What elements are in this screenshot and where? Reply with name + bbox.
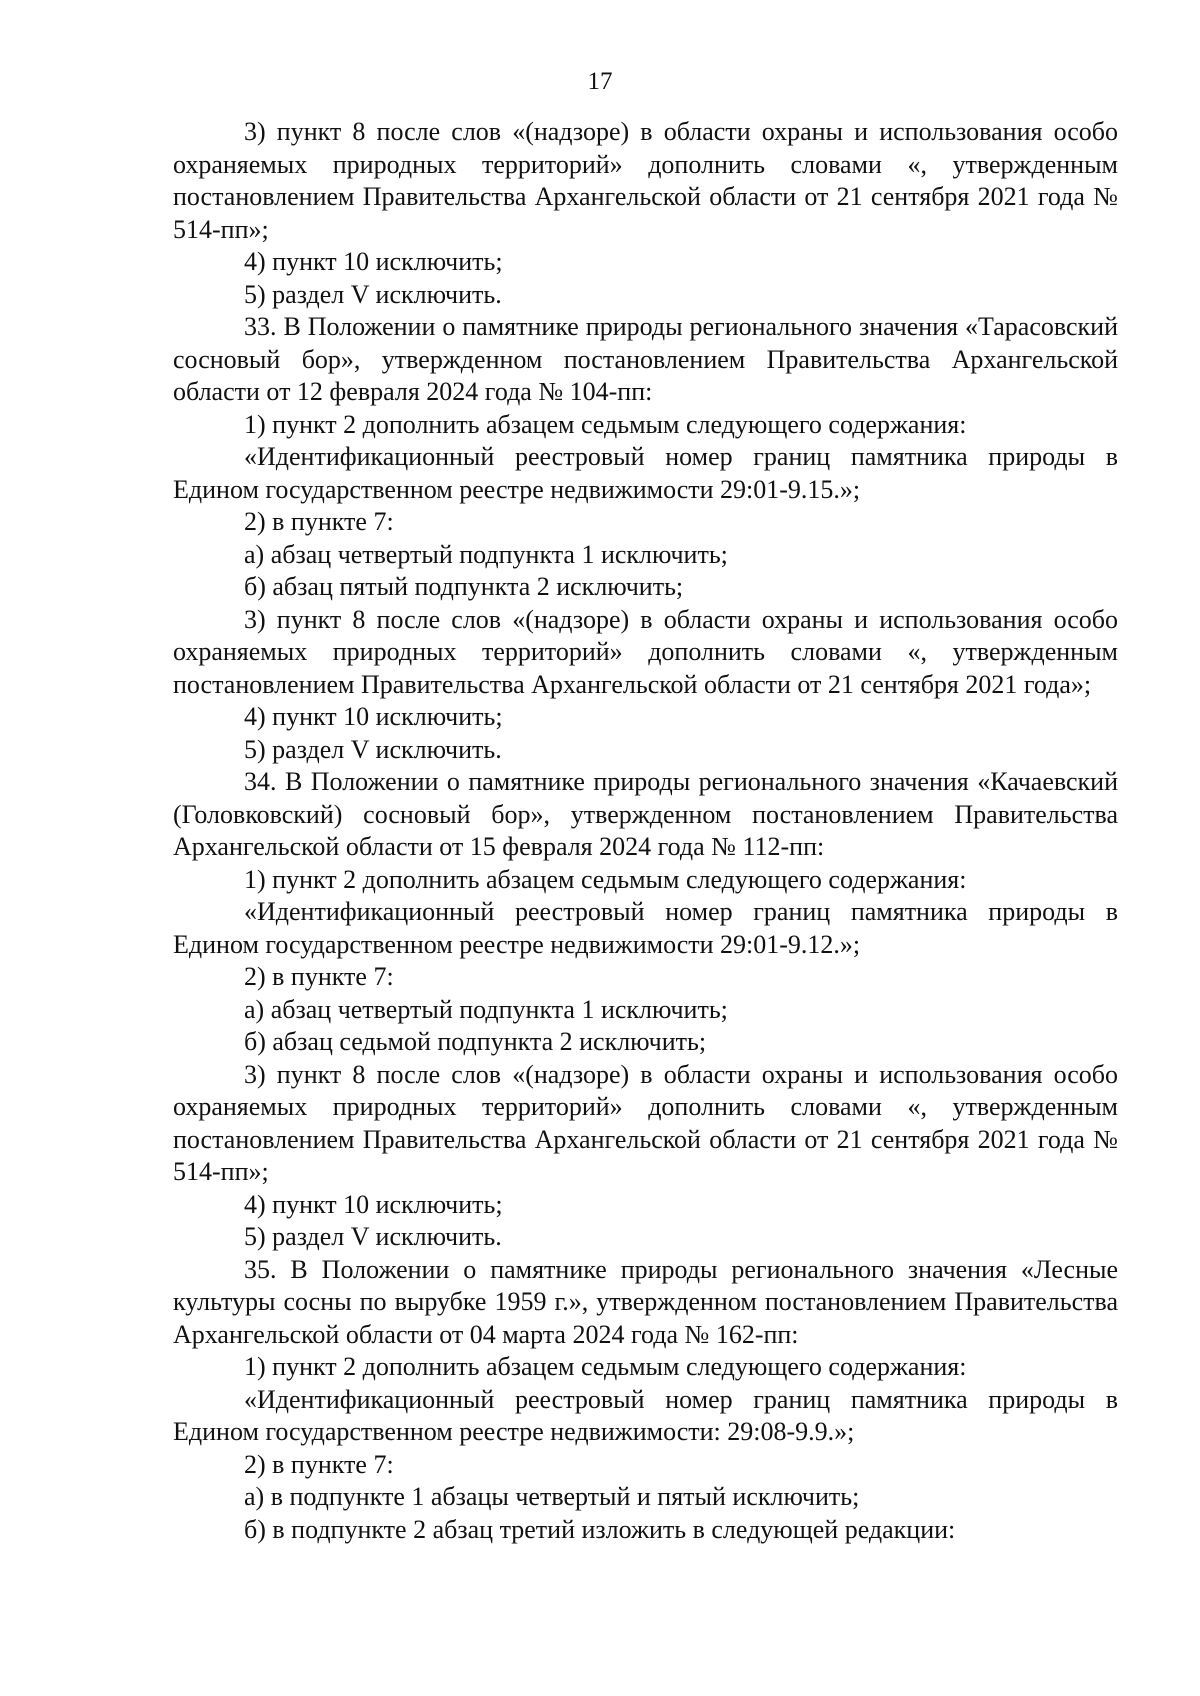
paragraph: 4) пункт 10 исключить;: [244, 702, 503, 731]
paragraph: 1) пункт 2 дополнить абзацем седьмым следующего содержания:: [244, 409, 967, 439]
paragraph: 4) пункт 10 исключить;: [244, 247, 503, 276]
paragraph: «Идентификационный реестровый номер границ памятника природы в Едином государственном реестре недвижимости 29:01-9.12.»;: [173, 897, 1118, 959]
paragraph: б) абзац пятый подпункта 2 исключить;: [244, 572, 684, 601]
paragraph: 35. В Положении о памятнике природы регионального значения «Лесные культуры сосны по вырубке 1959 г.», утвержденном постановлением Правительства Архангельской области от 04 марта 2024 года № 162-пп:: [173, 1254, 1118, 1349]
paragraph: 3) пункт 8 после слов «(надзоре) в области охраны и использования особо охраняемых природных территорий» дополнить словами «, утвержденным постановлением Правительства Архангельской области от 21 сентября 2021 года»;: [173, 604, 1118, 699]
paragraph: 1) пункт 2 дополнить абзацем седьмым следующего содержания:: [244, 1352, 967, 1381]
paragraph: 2) в пункте 7:: [244, 962, 394, 991]
paragraph: 5) раздел V исключить.: [244, 1222, 502, 1251]
paragraph: а) абзац четвертый подпункта 1 исключить;: [244, 539, 728, 569]
paragraph: а) абзац четвертый подпункта 1 исключить;: [244, 994, 728, 1024]
paragraph: 5) раздел V исключить.: [244, 734, 502, 764]
paragraph: «Идентификационный реестровый номер границ памятника природы в Едином государственном реестре недвижимости 29:01-9.15.»;: [173, 442, 1118, 504]
paragraph: 3) пункт 8 после слов «(надзоре) в области охраны и использования особо охраняемых природных территорий» дополнить словами «, утвержденным постановлением Правительства Архангельской области от 21 сентября 2021 года № 514-пп»;: [173, 1059, 1118, 1186]
paragraph: 3) пункт 8 после слов «(надзоре) в области охраны и использования особо охраняемых природных территорий» дополнить словами «, утвержденным постановлением Правительства Архангельской области от 21 сентября 2021 года № 514-пп»;: [173, 117, 1118, 244]
paragraph: 1) пункт 2 дополнить абзацем седьмым следующего содержания:: [244, 864, 967, 894]
paragraph: 33. В Положении о памятнике природы регионального значения «Тарасовский сосновый бор», утвержденном постановлением Правительства Архангельской области от 12 февраля 2024 года № 104-пп:: [173, 312, 1118, 406]
paragraph: 2) в пункте 7:: [244, 507, 394, 536]
paragraph: 4) пункт 10 исключить;: [244, 1189, 503, 1219]
document-body: [173, 116, 1118, 1546]
paragraph: а) в подпункте 1 абзацы четвертый и пятый исключить;: [244, 1482, 860, 1511]
paragraph: 2) в пункте 7:: [244, 1449, 394, 1479]
paragraph: 5) раздел V исключить.: [244, 279, 502, 309]
page-number: 17: [587, 68, 613, 95]
paragraph: 34. В Положении о памятнике природы регионального значения «Качаевский (Головковский) сосновый бор», утвержденном постановлением Правительства Архангельской области от 15 февраля 2024 года № 112-пп:: [173, 767, 1118, 861]
paragraph: «Идентификационный реестровый номер границ памятника природы в Едином государственном реестре недвижимости: 29:08-9.9.»;: [173, 1384, 1118, 1446]
paragraph: б) в подпункте 2 абзац третий изложить в следующей редакции:: [244, 1514, 956, 1544]
paragraph: б) абзац седьмой подпункта 2 исключить;: [244, 1027, 707, 1056]
